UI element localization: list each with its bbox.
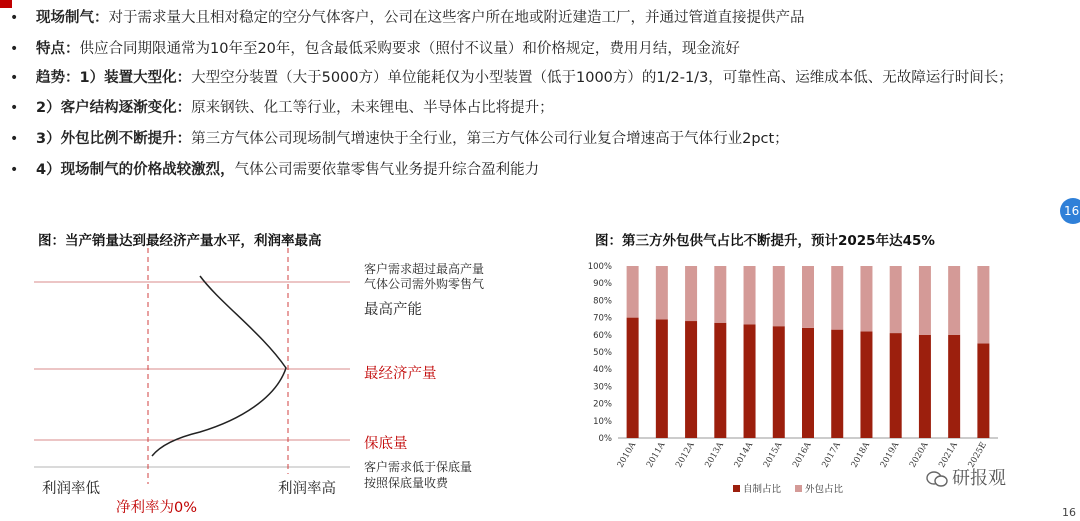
bullet-head: 3）外包比例不断提升： [36, 131, 192, 147]
y-tick-label: 90% [593, 279, 612, 290]
bullet-text: 大型空分装置（大于5000方）单位能耗仅为小型装置（低于1000方）的1/2-1/3，可靠性高、运维成本低、无故障运行时间长； [191, 70, 1013, 86]
y-tick-label: 40% [593, 365, 612, 376]
x-tick-label: 2012A [674, 440, 697, 470]
wechat-icon [926, 470, 948, 488]
bar-self-supply [627, 318, 639, 438]
y-tick-label: 80% [593, 296, 612, 307]
bar-self-supply [948, 335, 960, 438]
bar-self-supply [773, 326, 785, 438]
bar-outsourced [802, 266, 814, 328]
x-tick-label: 2013A [703, 440, 726, 470]
bullet-head: 2）客户结构逐渐变化： [36, 100, 192, 116]
page-badge[interactable]: 16 [1060, 198, 1080, 224]
bullet-item [6, 6, 1066, 30]
bar-self-supply [890, 333, 902, 438]
label-max-capacity: 最高产能 [364, 302, 422, 318]
y-tick-label: 20% [593, 399, 612, 410]
bullet-text: 供应合同期限通常为10年至20年，包含最低采购要求（照付不议量）和价格规定，费用月结，现金流好 [79, 41, 740, 57]
note-top-1: 客户需求超过最高产量 [364, 262, 485, 276]
x-tick-label: 2015A [761, 440, 785, 470]
bar-outsourced [977, 266, 989, 343]
bar-self-supply [744, 324, 756, 438]
bullet-dot: • [10, 10, 19, 26]
y-tick-label: 70% [593, 313, 612, 324]
bullet-dot: • [10, 131, 19, 147]
bar-outsourced [744, 266, 756, 324]
bullet-item [6, 127, 1066, 151]
bar-self-supply [977, 343, 989, 438]
y-tick-label: 10% [593, 416, 612, 427]
bullet-dot: • [10, 100, 19, 116]
bar-self-supply [831, 330, 843, 438]
x-label-low: 利润率低 [42, 481, 100, 497]
x-tick-label: 2025E [966, 440, 989, 470]
profit-curve [152, 276, 286, 456]
bar-self-supply [714, 323, 726, 438]
bar-outsourced [627, 266, 639, 318]
legend-swatch [733, 485, 740, 492]
x-tick-label: 2020A [907, 440, 931, 470]
bullet-text: 原来钢铁、化工等行业，未来锂电、半导体占比将提升； [191, 100, 554, 116]
label-economic-output: 最经济产量 [364, 366, 437, 382]
legend-swatch [795, 485, 802, 492]
bar-outsourced [948, 266, 960, 335]
bar-outsourced [714, 266, 726, 323]
x-label-high: 利润率高 [278, 481, 336, 497]
bar-self-supply [802, 328, 814, 438]
bar-outsourced [919, 266, 931, 335]
x-tick-label: 2019A [878, 440, 902, 470]
bullet-head: 现场制气： [36, 10, 109, 26]
y-tick-label: 0% [598, 434, 612, 444]
y-tick-label: 50% [593, 348, 612, 358]
x-tick-label: 2011A [644, 440, 668, 470]
page-number: 16 [1062, 506, 1076, 519]
note-top-2: 气体公司需外购零售气 [364, 277, 485, 291]
bar-outsourced [656, 266, 668, 319]
y-tick-label: 60% [593, 330, 612, 341]
bullet-dot: • [10, 41, 19, 57]
bullet-list [6, 6, 1066, 189]
x-tick-label: 2021A [937, 440, 960, 470]
note-bottom-2: 按照保底量收费 [364, 476, 449, 490]
legend-label: 自制占比 [743, 484, 782, 495]
x-tick-label: 2016A [791, 440, 814, 470]
watermark-text: 研报观 [952, 468, 1006, 489]
bullet-item [6, 96, 1066, 120]
bullet-dot: • [10, 162, 19, 178]
legend-label: 外包占比 [805, 484, 844, 495]
y-tick-label: 100% [587, 262, 612, 272]
bullet-item [6, 158, 1066, 182]
x-tick-label: 2014A [732, 440, 756, 470]
bullet-head: 趋势：1）装置大型化： [36, 70, 192, 86]
bullet-head: 特点： [36, 41, 80, 57]
bullet-item [6, 37, 1066, 61]
bullet-text: 气体公司需要依靠零售气业务提升综合盈利能力 [234, 162, 540, 178]
bullet-dot: • [10, 70, 19, 86]
bullet-text: 对于需求量大且相对稳定的空分气体客户，公司在这些客户所在地或附近建造工厂，并通过管道直接提供产品 [108, 10, 805, 26]
bar-self-supply [656, 319, 668, 438]
y-tick-label: 30% [593, 382, 612, 393]
bar-outsourced [685, 266, 697, 321]
bar-outsourced [831, 266, 843, 330]
left-chart-title: 图：当产销量达到最经济产量水平，利润率最高 [38, 233, 322, 249]
bar-outsourced [890, 266, 902, 333]
bar-self-supply [919, 335, 931, 438]
bullet-text: 第三方气体公司现场制气增速快于全行业，第三方气体公司行业复合增速高于气体行业2pct； [191, 131, 789, 147]
x-tick-label: 2010A [615, 440, 639, 470]
x-tick-label: 2017A [820, 440, 843, 470]
label-min-volume: 保底量 [364, 436, 408, 452]
x-label-zero: 净利率为0% [116, 500, 198, 516]
bar-outsourced [773, 266, 785, 326]
bar-self-supply [860, 331, 872, 438]
x-tick-label: 2018A [849, 440, 873, 470]
bullet-item [6, 68, 1066, 89]
watermark [926, 464, 1006, 490]
note-bottom-1: 客户需求低于保底量 [364, 460, 473, 474]
bar-outsourced [860, 266, 872, 331]
bar-self-supply [685, 321, 697, 438]
bullet-head: 4）现场制气的价格战较激烈， [36, 162, 235, 178]
right-chart-title: 图：第三方外包供气占比不断提升，预计2025年达45% [595, 233, 935, 249]
